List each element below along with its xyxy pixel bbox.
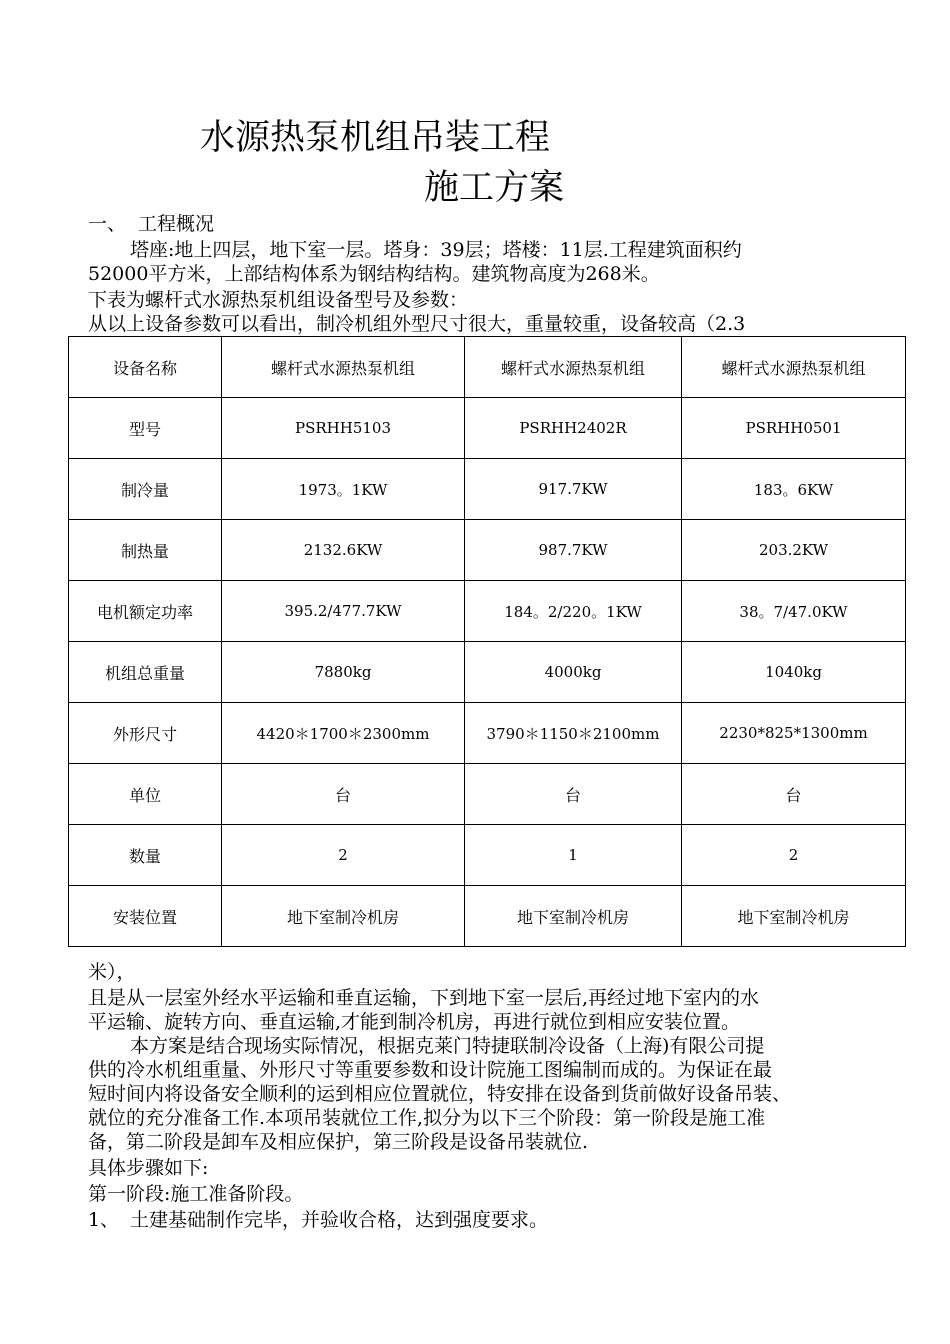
table-cell: 184。2/220。1KW xyxy=(465,581,682,642)
table-cell: 2132.6KW xyxy=(222,520,465,581)
table-cell: 台 xyxy=(222,764,465,825)
table-header-cell: 螺杆式水源热泵机组 xyxy=(465,337,682,398)
table-cell: 987.7KW xyxy=(465,520,682,581)
table-cell: 2230*825*1300mm xyxy=(682,703,906,764)
table-cell: 1 xyxy=(465,825,682,886)
table-cell: 3790＊1150＊2100mm xyxy=(465,703,682,764)
table-cell: 203.2KW xyxy=(682,520,906,581)
row-label: 单位 xyxy=(69,764,222,825)
row-label: 数量 xyxy=(69,825,222,886)
row-label: 电机额定功率 xyxy=(69,581,222,642)
table-row xyxy=(69,703,906,764)
table-cell: 4000kg xyxy=(465,642,682,703)
paragraph-line: 短时间内将设备安全顺利的运到相应位置就位，特安排在设备到货前做好设备吊装、 xyxy=(88,1083,792,1105)
paragraph-line: 具体步骤如下: xyxy=(88,1157,209,1179)
document-title-line1: 水源热泵机组吊装工程 xyxy=(200,118,551,158)
table-cell: 2 xyxy=(682,825,906,886)
paragraph-line: 供的冷水机组重量、外形尺寸等重要参数和设计院施工图编制而成的。为保证在最 xyxy=(88,1059,773,1081)
section-heading xyxy=(88,212,868,236)
table-cell: PSRHH2402R xyxy=(465,398,682,459)
table-header-cell: 螺杆式水源热泵机组 xyxy=(222,337,465,398)
paragraph-line: 本方案是结合现场实际情况，根据克莱门特捷联制冷设备（上海)有限公司提 xyxy=(130,1035,765,1057)
table-cell: 台 xyxy=(465,764,682,825)
paragraph-line: 且是从一层室外经水平运输和垂直运输，下到地下室一层后,再经过地下室内的水 xyxy=(88,987,760,1009)
paragraph-line: 52000平方米，上部结构体系为钢结构结构。建筑物高度为268米。 xyxy=(88,263,660,285)
table-cell: 917.7KW xyxy=(465,459,682,520)
table-row xyxy=(69,764,906,825)
row-label: 外形尺寸 xyxy=(69,703,222,764)
table-row xyxy=(69,520,906,581)
section-heading-text: 工程概况 xyxy=(138,213,215,235)
table-cell: 地下室制冷机房 xyxy=(222,886,465,947)
table-header-row xyxy=(69,337,906,398)
table-header-cell: 设备名称 xyxy=(69,337,222,398)
row-label: 安装位置 xyxy=(69,886,222,947)
item-text: 土建基础制作完毕，并验收合格，达到强度要求。 xyxy=(130,1209,549,1231)
table-cell: PSRHH0501 xyxy=(682,398,906,459)
table-cell: 地下室制冷机房 xyxy=(465,886,682,947)
table-row xyxy=(69,459,906,520)
paragraph-line: 平运输、旋转方向、垂直运输,才能到制冷机房，再进行就位到相应安装位置。 xyxy=(88,1011,741,1033)
paragraph-line: 从以上设备参数可以看出，制冷机组外型尺寸很大，重量较重，设备较高（2.3 xyxy=(88,313,746,335)
table-cell: 地下室制冷机房 xyxy=(682,886,906,947)
table-cell: 2 xyxy=(222,825,465,886)
table-cell: PSRHH5103 xyxy=(222,398,465,459)
paragraph-line: 备，第二阶段是卸车及相应保护，第三阶段是设备吊装就位. xyxy=(88,1131,589,1153)
row-label: 制热量 xyxy=(69,520,222,581)
numbered-item xyxy=(88,1208,868,1232)
section-number: 一、 xyxy=(88,213,127,235)
table-row xyxy=(69,642,906,703)
paragraph-line: 第一阶段:施工准备阶段。 xyxy=(88,1183,304,1205)
row-label: 机组总重量 xyxy=(69,642,222,703)
table-cell: 1040kg xyxy=(682,642,906,703)
table-header-cell: 螺杆式水源热泵机组 xyxy=(682,337,906,398)
table-row xyxy=(69,825,906,886)
table-row xyxy=(69,886,906,947)
table-cell: 395.2/477.7KW xyxy=(222,581,465,642)
table-row xyxy=(69,398,906,459)
paragraph-line: 就位的充分准备工作.本项吊装就位工作,拟分为以下三个阶段：第一阶段是施工准 xyxy=(88,1107,766,1129)
item-number: 1、 xyxy=(88,1209,120,1231)
equipment-spec-table xyxy=(68,336,906,947)
paragraph-line: 塔座:地上四层，地下室一层。塔身：39层；塔楼：11层.工程建筑面积约 xyxy=(130,239,742,261)
paragraph-line: 米）， xyxy=(88,961,136,983)
table-row xyxy=(69,581,906,642)
table-cell: 4420＊1700＊2300mm xyxy=(222,703,465,764)
table-cell: 7880kg xyxy=(222,642,465,703)
table-cell: 1973。1KW xyxy=(222,459,465,520)
paragraph-line: 下表为螺杆式水源热泵机组设备型号及参数： xyxy=(88,289,469,311)
row-label: 型号 xyxy=(69,398,222,459)
document-title-line2: 施工方案 xyxy=(424,168,565,208)
row-label: 制冷量 xyxy=(69,459,222,520)
table-cell: 台 xyxy=(682,764,906,825)
table-cell: 183。6KW xyxy=(682,459,906,520)
table-cell: 38。7/47.0KW xyxy=(682,581,906,642)
